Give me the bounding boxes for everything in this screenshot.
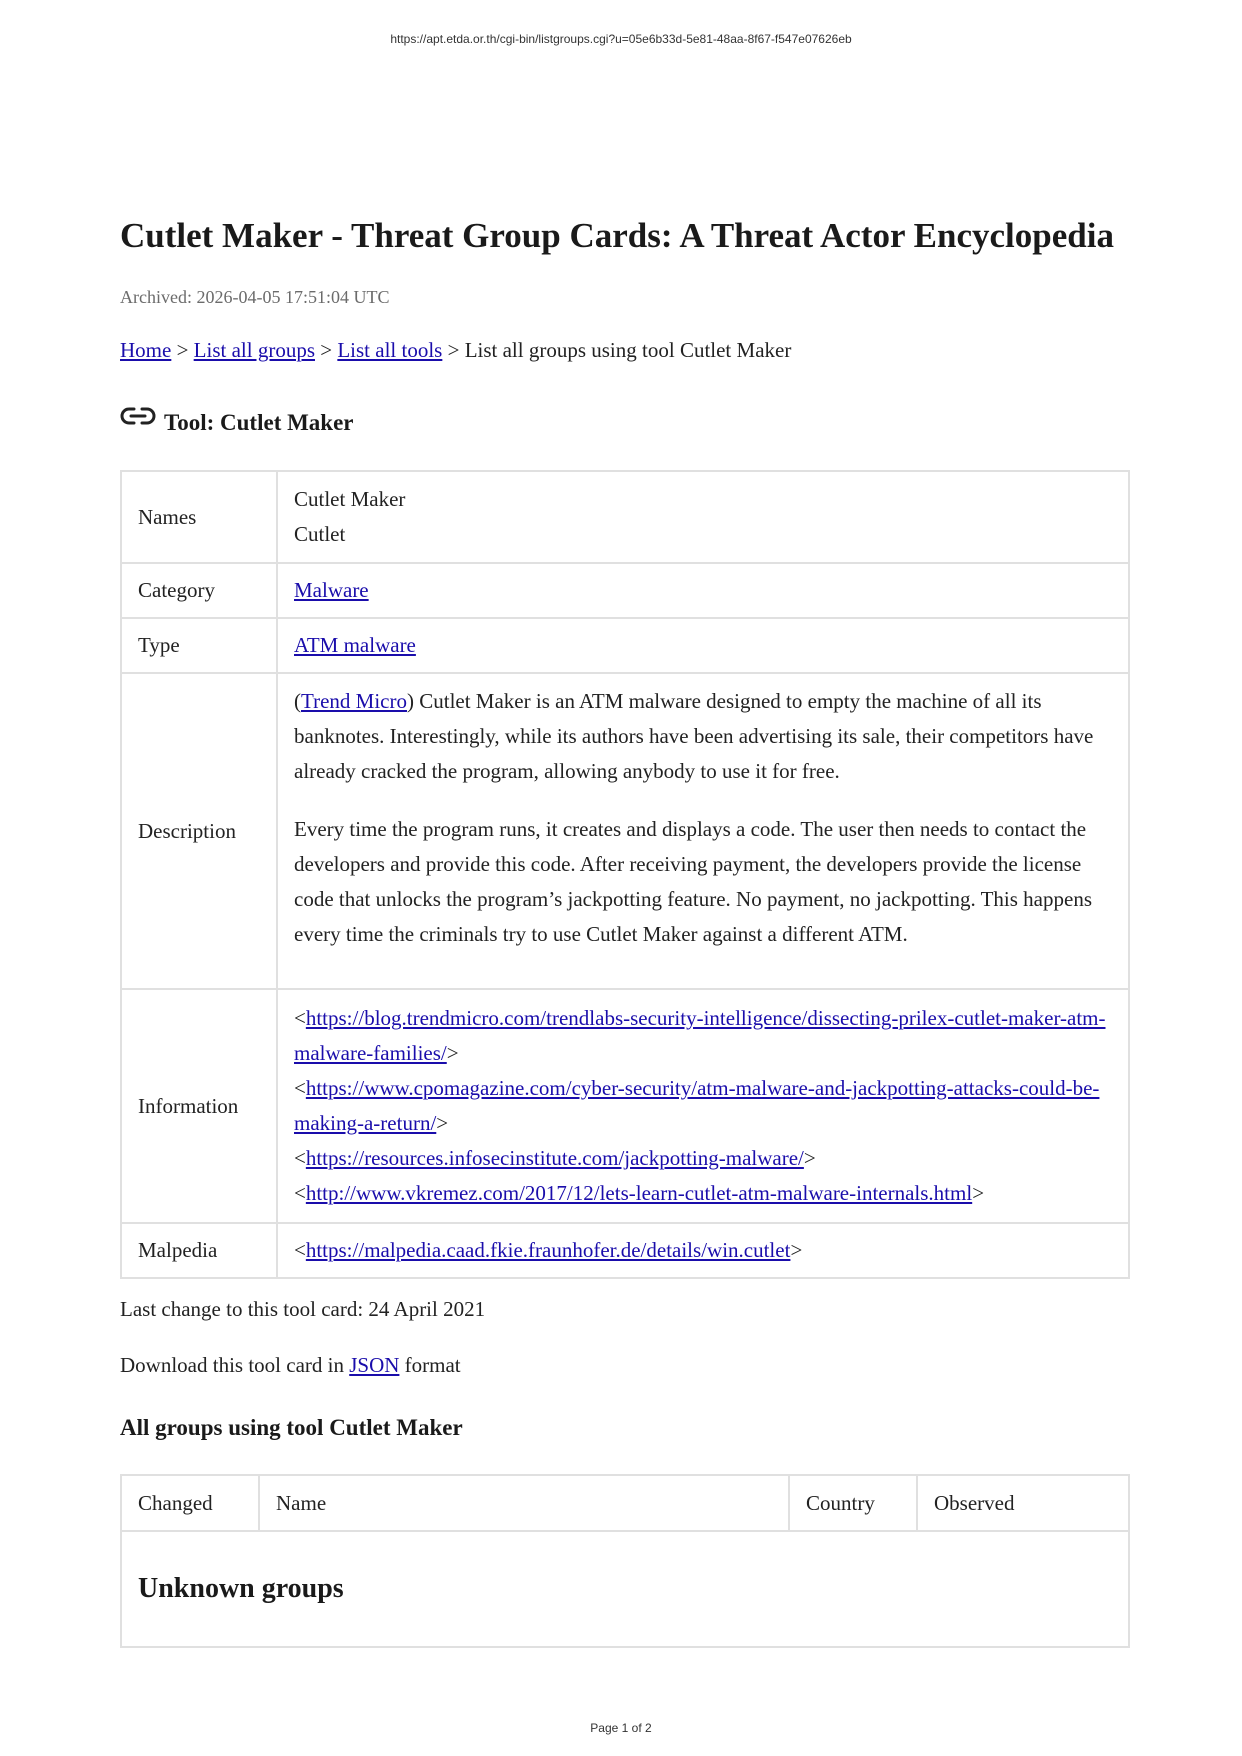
category-label: Category (121, 563, 277, 618)
breadcrumb-groups-link[interactable]: List all groups (193, 338, 315, 362)
gt: > (436, 1111, 449, 1135)
column-header: Country (789, 1475, 917, 1531)
unknown-groups-cell (121, 1531, 1129, 1647)
malpedia-value (277, 1223, 1129, 1278)
tool-heading: Tool: Cutlet Maker (164, 410, 354, 435)
download-text: Download this tool card in (120, 1353, 344, 1377)
category-value (277, 563, 1129, 618)
source-link[interactable]: Trend Micro (301, 689, 407, 713)
information-value (277, 989, 1129, 1223)
page-number: Page 1 of 2 (590, 1721, 652, 1735)
type-link[interactable]: ATM malware (294, 633, 416, 657)
breadcrumb (120, 338, 791, 363)
info-link[interactable]: https://resources.infosecinstitute.com/jackpotting-malware/ (305, 1146, 804, 1170)
table-row (121, 673, 1129, 989)
table-row (121, 1531, 1129, 1647)
breadcrumb-current: List all groups using tool Cutlet Maker (464, 338, 792, 362)
description-paragraph (294, 684, 1112, 789)
description-value (277, 673, 1129, 989)
download-text: format (404, 1353, 461, 1377)
page-title: Cutlet Maker - Threat Group Cards: A Threat Actor Encyclopedia (120, 216, 1114, 255)
breadcrumb-separator: > (447, 338, 460, 362)
tool-name: Cutlet Maker (294, 487, 406, 511)
breadcrumb-separator: > (176, 338, 189, 362)
lt: < (294, 1006, 306, 1030)
paren: ( (294, 689, 301, 713)
breadcrumb-tools-link[interactable]: List all tools (337, 338, 443, 362)
description-paragraph: Every time the program runs, it creates and displays a code. The user then needs to contact the developers and provide this code. After receiving payment, the developers provide the license code that unlocks the program’s jackpotting feature. No payment, no jackpotting. This happens every time the criminals try to use Cutlet Maker against a different ATM. (294, 817, 1092, 946)
gt: > (790, 1238, 803, 1262)
category-link[interactable]: Malware (294, 578, 369, 602)
breadcrumb-separator: > (320, 338, 333, 362)
table-row (121, 1223, 1129, 1278)
malpedia-label: Malpedia (121, 1223, 277, 1278)
page-url: https://apt.etda.or.th/cgi-bin/listgroups.cgi?u=05e6b33d-5e81-48aa-8f67-f547e07626eb (390, 32, 852, 46)
info-link[interactable]: http://www.vkremez.com/2017/12/lets-learn-cutlet-atm-malware-internals.html (305, 1181, 973, 1205)
info-item (294, 1141, 1112, 1176)
info-link[interactable]: https://www.cpomagazine.com/cyber-security/atm-malware-and-jackpotting-attacks-could-be-making-a-return/ (294, 1076, 1100, 1135)
description-label: Description (121, 673, 277, 989)
json-download-link[interactable]: JSON (349, 1353, 400, 1377)
column-header: Changed (121, 1475, 259, 1531)
type-label: Type (121, 618, 277, 673)
groups-table (120, 1474, 1130, 1648)
lt: < (294, 1076, 306, 1100)
lt: < (294, 1146, 306, 1170)
gt: > (803, 1146, 816, 1170)
tool-card-table (120, 470, 1130, 1279)
names-label: Names (121, 471, 277, 563)
table-row (121, 618, 1129, 673)
column-header: Name (259, 1475, 789, 1531)
info-item (294, 1176, 1112, 1211)
info-item (294, 1001, 1112, 1071)
last-change-text: Last change to this tool card: 24 April 2021 (120, 1297, 486, 1321)
gt: > (972, 1181, 985, 1205)
table-row (121, 989, 1129, 1223)
download-line (120, 1353, 461, 1378)
groups-heading: All groups using tool Cutlet Maker (120, 1415, 463, 1440)
table-row (121, 471, 1129, 563)
information-label: Information (121, 989, 277, 1223)
breadcrumb-home-link[interactable]: Home (120, 338, 172, 362)
column-header: Observed (917, 1475, 1129, 1531)
link-icon (120, 404, 156, 428)
info-link[interactable]: https://blog.trendmicro.com/trendlabs-security-intelligence/dissecting-prilex-cutlet-maker-atm-malware-families/ (294, 1006, 1106, 1065)
unknown-groups-heading: Unknown groups (138, 1573, 344, 1604)
tool-name: Cutlet (294, 522, 346, 546)
malpedia-link[interactable]: https://malpedia.caad.fkie.fraunhofer.de/details/win.cutlet (305, 1238, 791, 1262)
lt: < (294, 1181, 306, 1205)
lt: < (294, 1238, 306, 1262)
info-item (294, 1071, 1112, 1141)
type-value (277, 618, 1129, 673)
archived-timestamp: Archived: 2026-04-05 17:51:04 UTC (120, 287, 390, 307)
table-row (121, 563, 1129, 618)
description-text: ) Cutlet Maker is an ATM malware designed to empty the machine of all its banknotes. Interestingly, while its authors have been advertising its sale, their competitors have already cracked the program, allowing anybody to use it for free. (294, 689, 1094, 783)
table-header-row (121, 1475, 1129, 1531)
names-value (277, 471, 1129, 563)
gt: > (446, 1041, 459, 1065)
